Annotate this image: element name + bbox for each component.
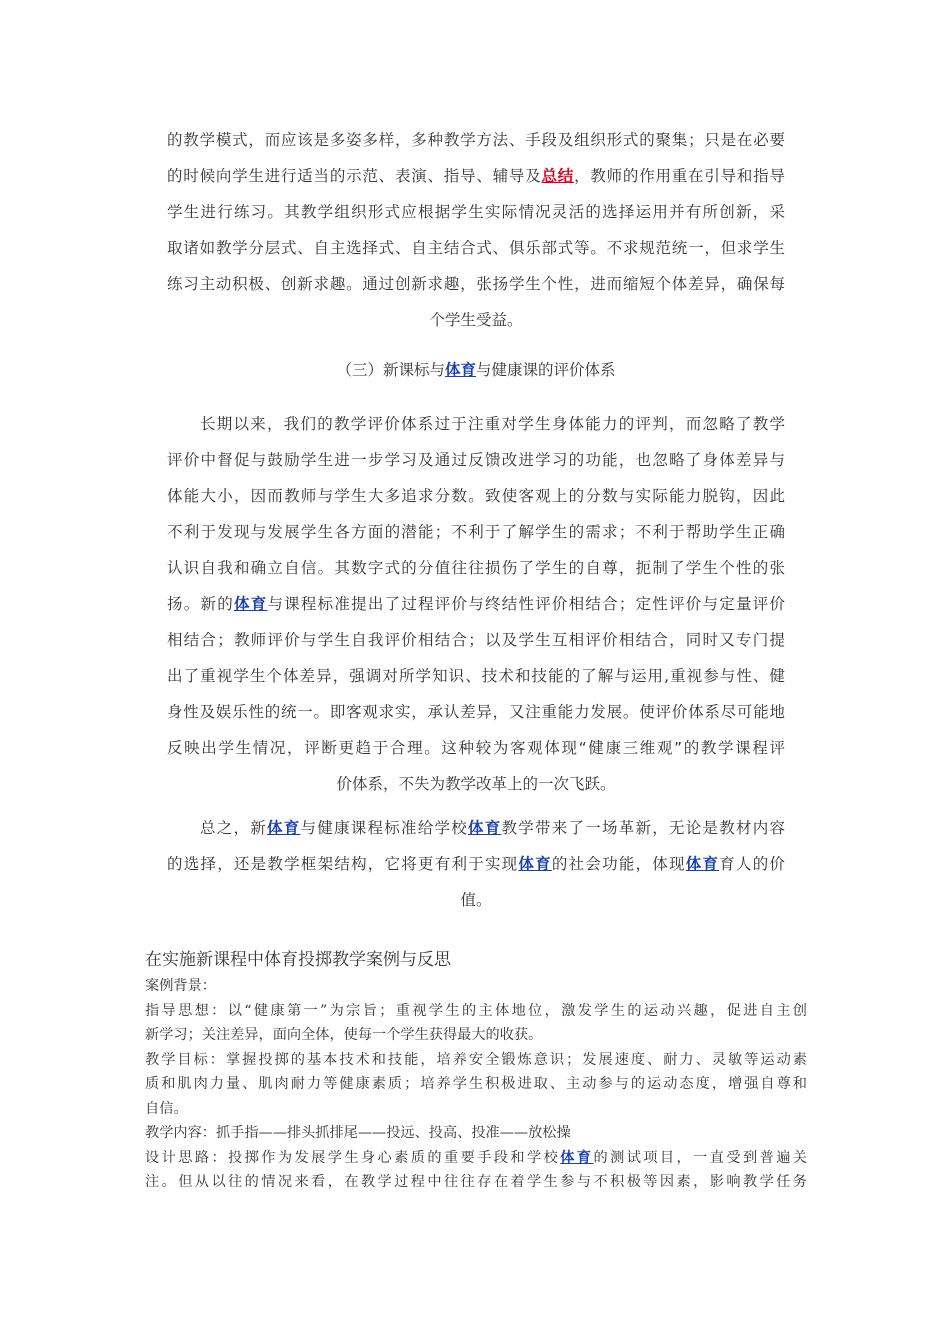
case-text-line: 教学目标：掌握投掷的基本技术和技能，培养安全锻炼意识；发展速度、耐力、灵敏等运动素 [145, 1051, 807, 1068]
text-line: 练习主动积极、创新求趣。通过创新求趣，张扬学生个性，进而缩短个体差异，确保每 [167, 275, 785, 293]
text-line: 总之，新体育与健康课程标准给学校体育教学带来了一场革新，无论是教材内容 [200, 819, 785, 837]
case-text-line: 设计思路：投掷作为发展学生身心素质的重要手段和学校体育的测试项目，一直受到普遍关 [145, 1149, 807, 1166]
text-line: 长期以来，我们的教学评价体系过于注重对学生身体能力的评判，而忽略了教学 [200, 415, 785, 433]
case-text-line: 新学习；关注差异，面向全体，使每一个学生获得最大的收获。 [145, 1027, 543, 1043]
case-text-line: 质和肌肉力量、肌肉耐力等健康素质；培养学生积极进取、主动参与的运动态度，增强自尊和 [145, 1076, 807, 1092]
case-text-line: 教学内容：抓手指——排头抓排尾——投远、投高、投准——放松操 [145, 1125, 571, 1141]
text-line: 个学生受益。 [429, 311, 523, 329]
case-text-line: 注。但从以往的情况来看，在教学过程中往往存在着学生参与不积极等因素，影响教学任务 [145, 1174, 807, 1190]
text-line: 的选择，还是教学框架结构，它将更有利于实现体育的社会功能，体现体育育人的价 [167, 855, 785, 873]
text-line: 出了重视学生个体差异，强调对所学知识、技术和技能的了解与运用,重视参与性、健 [167, 667, 785, 685]
case-text-line: 自信。 [145, 1100, 188, 1117]
text-line: 值。 [460, 891, 492, 909]
text-line: 体能大小，因而教师与学生大多追求分数。致使客观上的分数与实际能力脱钩，因此 [167, 487, 785, 505]
text-line: 身性及娱乐性的统一。即客观求实，承认差异，又注重能力发展。使评价体系尽可能地 [167, 703, 785, 721]
keyword-link-pe[interactable]: 体育 [467, 819, 502, 837]
keyword-link-pe[interactable]: 体育 [444, 361, 476, 379]
keyword-link-pe[interactable]: 体育 [233, 595, 268, 613]
text-line: 相结合；教师评价与学生自我评价相结合；以及学生互相评价相结合，同时又专门提 [167, 631, 785, 649]
case-text-line: 指导思想：以“健康第一”为宗旨；重视学生的主体地位，激发学生的运动兴趣，促进自主创 [145, 1002, 807, 1019]
text-line: 评价中督促与鼓励学生进一步学习及通过反馈改进学习的功能，也忽略了身体差异与 [167, 451, 785, 469]
text-line: 取诸如教学分层式、自主选择式、自主结合式、俱乐部式等。不求规范统一，但求学生 [167, 239, 785, 257]
text-line: 学生进行练习。其教学组织形式应根据学生实际情况灵活的选择运用并有所创新，采 [167, 203, 785, 221]
paragraph-conclusion [167, 810, 785, 918]
text-line: 的教学模式，而应该是多姿多样，多种教学方法、手段及组织形式的聚集；只是在必要 [167, 131, 785, 149]
keyword-link-pe[interactable]: 体育 [685, 855, 720, 873]
section-heading-evaluation: （三）新课标与体育与健康课的评价体系 [336, 361, 616, 379]
text-line: 不利于发现与发展学生各方面的潜能；不利于了解学生的需求；不利于帮助学生正确 [167, 523, 785, 541]
text-line: 扬。新的体育与课程标准提出了过程评价与终结性评价相结合；定性评价与定量评价 [167, 595, 785, 613]
case-background-label: 案例背景： [145, 978, 216, 994]
text-line: 价体系，不失为教学改革上的一次飞跃。 [336, 775, 616, 793]
text-line: 反映出学生情况，评断更趋于合理。这种较为客观体现“健康三维观”的教学课程评 [167, 739, 785, 757]
text-line: 的时候向学生进行适当的示范、表演、指导、辅导及总结，教师的作用重在引导和指导 [167, 167, 785, 185]
case-title: 在实施新课程中体育投掷教学案例与反思 [145, 950, 451, 970]
paragraph-teaching-mode [167, 122, 785, 338]
paragraph-evaluation-system [167, 406, 785, 802]
keyword-link-pe[interactable]: 体育 [518, 855, 552, 873]
keyword-link-pe[interactable]: 体育 [267, 819, 301, 837]
keyword-link-summary[interactable]: 总结 [541, 167, 575, 185]
text-line: 认识自我和确立自信。其数字式的分值往往损伤了学生的自尊，扼制了学生个性的张 [167, 559, 785, 577]
keyword-link-pe[interactable]: 体育 [560, 1149, 594, 1166]
case-study-section [145, 947, 807, 1195]
